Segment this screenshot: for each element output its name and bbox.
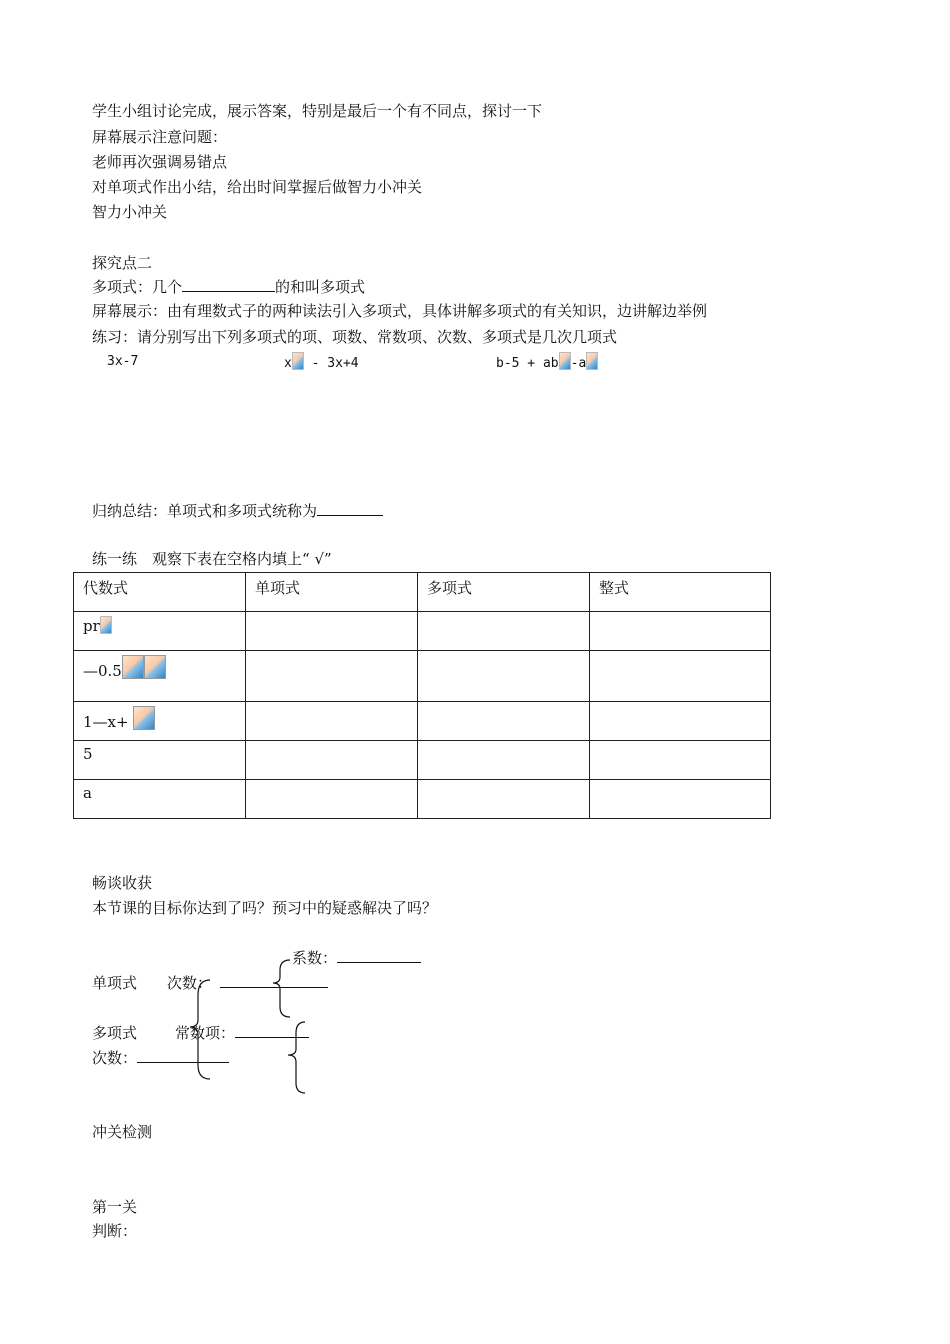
- monomial-label: 单项式: [92, 974, 138, 992]
- table-cell-input[interactable]: [590, 780, 771, 819]
- text-line-1: 学生小组讨论完成，展示答案，特别是最后一个有不同点，探讨一下: [92, 102, 543, 120]
- table-cell-input[interactable]: [418, 741, 590, 780]
- brace-decorations: [180, 955, 320, 1100]
- harvest-question: 本节课的目标你达到了吗？预习中的疑惑解决了吗？: [92, 899, 438, 917]
- test-title: 冲关检测: [92, 1123, 153, 1141]
- coefficient-label: 系数：: [292, 949, 338, 967]
- table-cell-input[interactable]: [246, 741, 418, 780]
- table-header-cell: 代数式: [74, 573, 246, 612]
- table-cell-input[interactable]: [418, 612, 590, 651]
- degree-label: 次数：: [167, 974, 213, 992]
- table-row: [74, 702, 771, 741]
- table-cell-expression: [74, 702, 246, 741]
- summary-text: 归纳总结：单项式和多项式统称为: [92, 502, 318, 520]
- image-placeholder-icon: [133, 706, 155, 730]
- table-row: [74, 651, 771, 702]
- image-placeholder-icon: [559, 352, 571, 370]
- image-placeholder-icon: [586, 352, 598, 370]
- table-header-cell: 整式: [590, 573, 771, 612]
- image-placeholder-icon: [122, 655, 144, 679]
- practice-table-instructions: 练一练 观察下表在空格内填上“ √”: [92, 550, 332, 568]
- table-cell-input[interactable]: [246, 702, 418, 741]
- table-cell-input[interactable]: [590, 702, 771, 741]
- table-cell-input[interactable]: [418, 780, 590, 819]
- fill-blank[interactable]: [317, 501, 383, 516]
- image-placeholder-icon: [100, 616, 112, 634]
- table-cell-input[interactable]: [246, 612, 418, 651]
- text-line-3: 老师再次强调易错点: [92, 153, 228, 171]
- table-cell-expression: [74, 612, 246, 651]
- text-line-4: 对单项式作出小结，给出时间掌握后做智力小冲关: [92, 178, 423, 196]
- table-row: [74, 780, 771, 819]
- practice-text: 练习：请分别写出下列多项式的项、项数、常数项、次数、多项式是几次几项式: [92, 328, 618, 346]
- image-placeholder-icon: [144, 655, 166, 679]
- expression-text: —0.5: [83, 662, 122, 680]
- table-cell-expression: [74, 651, 246, 702]
- table-cell-input[interactable]: [590, 651, 771, 702]
- expression-2: [284, 352, 359, 374]
- table-cell-input[interactable]: [590, 612, 771, 651]
- summary-line: [92, 501, 383, 521]
- expression-text: pr: [83, 617, 100, 635]
- text-line-5: 智力小冲关: [92, 203, 168, 221]
- table-cell-input[interactable]: [590, 741, 771, 780]
- table-cell-input[interactable]: [246, 651, 418, 702]
- brace-outer-left: [190, 980, 210, 1079]
- table-row: [74, 612, 771, 651]
- table-header-cell: 多项式: [418, 573, 590, 612]
- level-one-title: 第一关: [92, 1198, 138, 1216]
- brace-coefficient: [273, 960, 290, 1017]
- poly-def-part-b: 的和叫多项式: [275, 278, 366, 296]
- expression-1: 3x-7: [107, 354, 139, 369]
- screen-display-text: 屏幕展示：由有理数式子的两种读法引入多项式，具体讲解多项式的有关知识，边讲解边举例: [92, 302, 708, 320]
- expression-2-part-a: x: [284, 356, 292, 371]
- degree-label: 次数：: [92, 1049, 138, 1067]
- poly-def-part-a: 多项式：几个: [92, 278, 183, 296]
- text-line-2: 屏幕展示注意问题：: [92, 128, 228, 146]
- table-header-row: [74, 573, 771, 612]
- brace-constant: [288, 1022, 305, 1093]
- fill-blank[interactable]: [337, 948, 421, 963]
- constant-term-label: 常数项：: [175, 1024, 236, 1042]
- table-cell-input[interactable]: [246, 780, 418, 819]
- classification-table: [73, 572, 771, 819]
- polynomial-label: 多项式: [92, 1024, 138, 1042]
- table-cell-expression: a: [74, 780, 246, 819]
- judge-label: 判断：: [92, 1222, 138, 1240]
- polynomial-definition: [92, 277, 365, 297]
- image-placeholder-icon: [292, 352, 304, 370]
- table-cell-input[interactable]: [418, 702, 590, 741]
- expression-3-part-b: -a: [570, 356, 587, 371]
- table-row: [74, 741, 771, 780]
- expression-3: [496, 352, 598, 374]
- harvest-title: 畅谈收获: [92, 874, 153, 892]
- table-cell-expression: 5: [74, 741, 246, 780]
- fill-blank[interactable]: [182, 277, 275, 292]
- expression-2-part-b: - 3x+4: [303, 356, 359, 371]
- table-cell-input[interactable]: [418, 651, 590, 702]
- table-header-cell: 单项式: [246, 573, 418, 612]
- expression-text: 1—x+: [83, 713, 129, 731]
- section-title-2: 探究点二: [92, 254, 153, 272]
- expression-3-part-a: b-5 + ab: [496, 356, 559, 371]
